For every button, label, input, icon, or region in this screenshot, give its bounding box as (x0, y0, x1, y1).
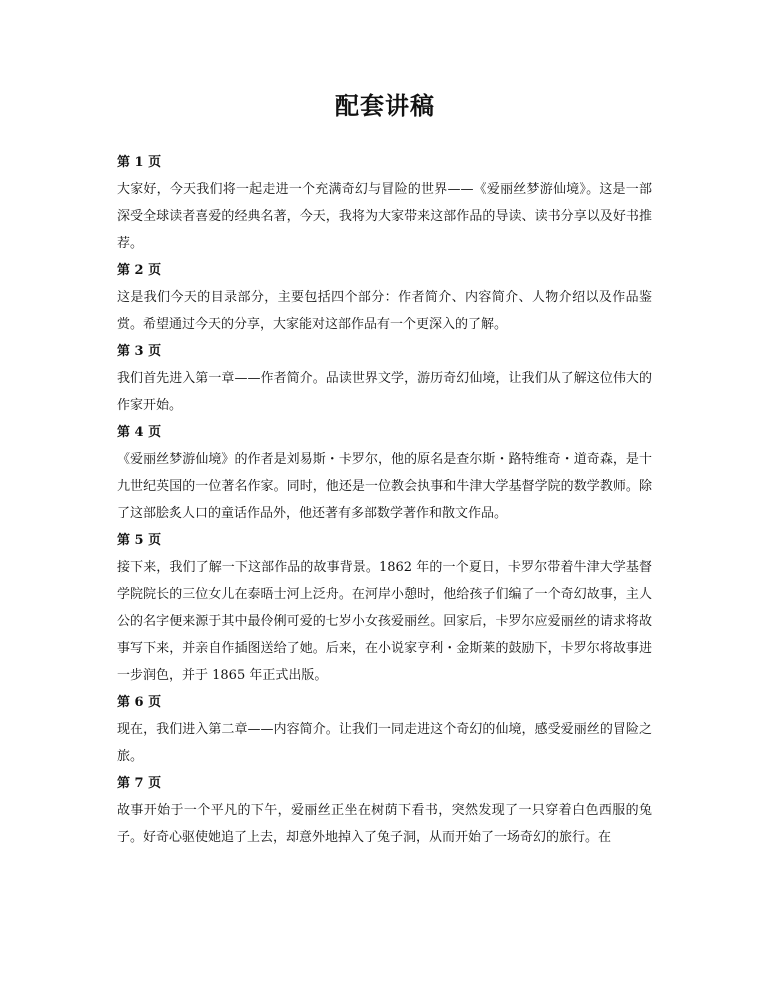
section-label: 第 3 页 (117, 344, 162, 359)
section-page-7 (117, 770, 652, 851)
section-page-5 (117, 527, 652, 689)
section-paragraph: 接下来，我们了解一下这部作品的故事背景。1862 年的一个夏日，卡罗尔带着牛津大学基督学院院长的三位女儿在泰晤士河上泛舟。在河岸小憩时，他给孩子们编了一个奇幻故事，主人公的名字便来源于其中最伶俐可爱的七岁小女孩爱丽丝。回家后，卡罗尔应爱丽丝的请求将故事写下来，并亲自作插图送给了她。后来，在小说家亨利・金斯莱的鼓励下，卡罗尔将故事进一步润色，并于 1865 年正式出版。 (117, 560, 652, 683)
section-paragraph: 这是我们今天的目录部分，主要包括四个部分：作者简介、内容简介、人物介绍以及作品鉴赏。希望通过今天的分享，大家能对这部作品有一个更深入的了解。 (117, 290, 652, 332)
document-title: 配套讲稿 (335, 91, 435, 120)
section-label: 第 6 页 (117, 695, 162, 710)
section-label: 第 7 页 (117, 776, 162, 791)
section-page-4 (117, 419, 652, 527)
section-paragraph: 故事开始于一个平凡的下午，爱丽丝正坐在树荫下看书，突然发现了一只穿着白色西服的兔子。好奇心驱使她追了上去，却意外地掉入了兔子洞，从而开始了一场奇幻的旅行。在 (117, 803, 652, 845)
section-label: 第 5 页 (117, 533, 162, 548)
section-paragraph: 现在，我们进入第二章——内容简介。让我们一同走进这个奇幻的仙境，感受爱丽丝的冒险之旅。 (117, 722, 652, 764)
document-body (117, 149, 652, 851)
section-page-1 (117, 149, 652, 257)
section-page-3 (117, 338, 652, 419)
section-paragraph: 大家好，今天我们将一起走进一个充满奇幻与冒险的世界——《爱丽丝梦游仙境》。这是一部深受全球读者喜爱的经典名著，今天，我将为大家带来这部作品的导读、读书分享以及好书推荐。 (117, 182, 652, 251)
section-label: 第 4 页 (117, 425, 162, 440)
section-label: 第 2 页 (117, 263, 162, 278)
section-page-6 (117, 689, 652, 770)
section-paragraph: 我们首先进入第一章——作者简介。品读世界文学，游历奇幻仙境，让我们从了解这位伟大的作家开始。 (117, 371, 652, 413)
section-page-2 (117, 257, 652, 338)
section-label: 第 1 页 (117, 155, 162, 170)
section-paragraph: 《爱丽丝梦游仙境》的作者是刘易斯・卡罗尔，他的原名是查尔斯・路特维奇・道奇森，是十九世纪英国的一位著名作家。同时，他还是一位教会执事和牛津大学基督学院的数学教师。除了这部脍炙人口的童话作品外，他还著有多部数学著作和散文作品。 (117, 452, 652, 521)
